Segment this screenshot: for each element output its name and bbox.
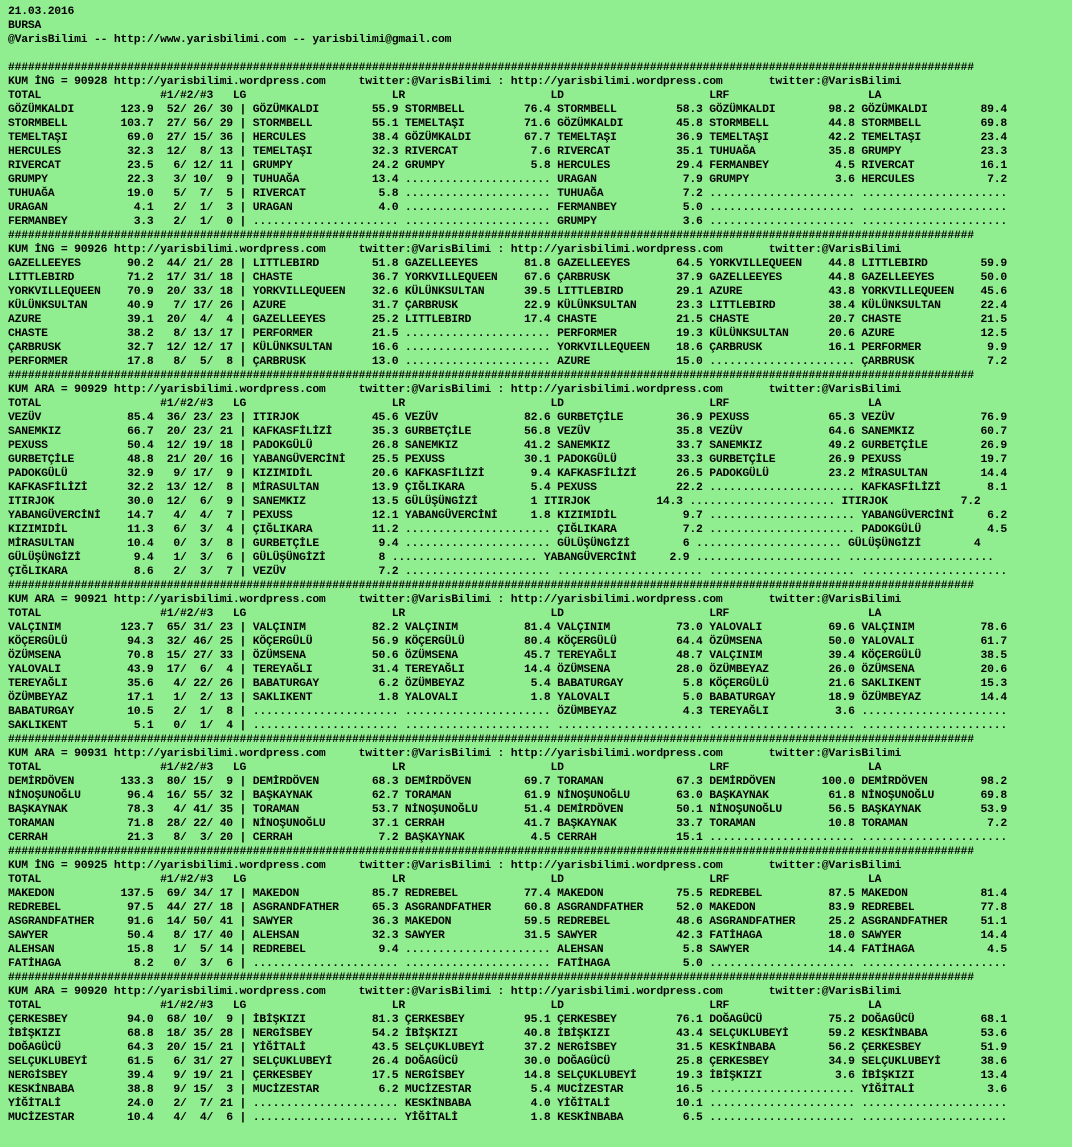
table-row: KÖÇERGÜLÜ 94.3 32/ 46/ 25 | KÖÇERGÜLÜ 56.9 KÖÇERGÜLÜ 80.4 KÖÇERGÜLÜ 64.4 ÖZÜMSENA 50.0 YALOVALI 61.7: [8, 636, 1007, 648]
table-row: YORKVILLEQUEEN 70.9 20/ 33/ 18 | YORKVILLEQUEEN 32.6 KÜLÜNKSULTAN 39.5 LITTLEBIRD 29.1 AZURE 43.8 YORKVILLEQUEEN 45.6: [8, 286, 1007, 298]
table-row: SELÇUKLUBEYİ 61.5 6/ 31/ 27 | SELÇUKLUBEYİ 26.4 DOĞAGÜCÜ 30.0 DOĞAGÜCÜ 25.8 ÇERKESBEY 34.9 SELÇUKLUBEYİ 38.6: [8, 1056, 1007, 1068]
separator-line: ##################################################################################################################################################: [8, 846, 974, 858]
column-header: TOTAL #1/#2/#3 LG LR LD LRF LA: [8, 762, 882, 774]
table-row: TORAMAN 71.8 28/ 22/ 40 | NİNOŞUNOĞLU 37.1 CERRAH 41.7 BAŞKAYNAK 33.7 TORAMAN 10.8 TORAMAN 7.2: [8, 818, 1007, 830]
table-row: MUCİZESTAR 10.4 4/ 4/ 6 | ...................... YİĞİTALİ 1.8 KESKİNBABA 6.5 ...................... ......................: [8, 1112, 1007, 1124]
table-row: CHASTE 38.2 8/ 13/ 17 | PERFORMER 21.5 ...................... PERFORMER 19.3 KÜLÜNKSULTAN 20.6 AZURE 12.5: [8, 328, 1007, 340]
table-row: GÖZÜMKALDI 123.9 52/ 26/ 30 | GÖZÜMKALDI 55.9 STORMBELL 76.4 STORMBELL 58.3 GÖZÜMKALDI 98.2 GÖZÜMKALDI 89.4: [8, 104, 1007, 116]
race-header: KUM ARA = 90929 http://yarisbilimi.wordpress.com twitter:@VarisBilimi : http://yarisbilimi.wordpress.com twitter:@VarisBilimi: [8, 384, 902, 396]
table-row: NİNOŞUNOĞLU 96.4 16/ 55/ 32 | BAŞKAYNAK 62.7 TORAMAN 61.9 NİNOŞUNOĞLU 63.0 BAŞKAYNAK 61.8 NİNOŞUNOĞLU 69.8: [8, 790, 1007, 802]
table-row: ÇARBRUSK 32.7 12/ 12/ 17 | KÜLÜNKSULTAN 16.6 ...................... YORKVILLEQUEEN 18.6 ÇARBRUSK 16.1 PERFORMER 9.9: [8, 342, 1007, 354]
table-row: AZURE 39.1 20/ 4/ 4 | GAZELLEEYES 25.2 LITTLEBIRD 17.4 CHASTE 21.5 CHASTE 20.7 CHASTE 21.5: [8, 314, 1007, 326]
column-header: TOTAL #1/#2/#3 LG LR LD LRF LA: [8, 1000, 882, 1012]
table-row: YABANGÜVERCİNİ 14.7 4/ 4/ 7 | PEXUSS 12.1 YABANGÜVERCİNİ 1.8 KIZIMIDİL 9.7 ...................... YABANGÜVERCİNİ 6.2: [8, 510, 1007, 522]
column-header: TOTAL #1/#2/#3 LG LR LD LRF LA: [8, 608, 882, 620]
table-row: ÇERKESBEY 94.0 68/ 10/ 9 | İBİŞKIZI 81.3 ÇERKESBEY 95.1 ÇERKESBEY 76.1 DOĞAGÜCÜ 75.2 DOĞAGÜCÜ 68.1: [8, 1014, 1007, 1026]
table-row: KAFKASFİLİZİ 32.2 13/ 12/ 8 | MİRASULTAN 13.9 ÇIĞLIKARA 5.4 PEXUSS 22.2 ...................... KAFKASFİLİZİ 8.1: [8, 482, 1007, 494]
table-row: İBİŞKIZI 68.8 18/ 35/ 28 | NERGİSBEY 54.2 İBİŞKIZI 40.8 İBİŞKIZI 43.4 SELÇUKLUBEYİ 59.2 KESKİNBABA 53.6: [8, 1028, 1007, 1040]
table-row: SAKLIKENT 5.1 0/ 1/ 4 | ...................... ...................... ...................... ...................... ......................: [8, 720, 1007, 732]
table-row: GÜLÜŞÜNGİZİ 9.4 1/ 3/ 6 | GÜLÜŞÜNGİZİ 8 ...................... YABANGÜVERCİNİ 2.9 ...................... ......................: [8, 552, 994, 564]
table-row: ALEHSAN 15.8 1/ 5/ 14 | REDREBEL 9.4 ...................... ALEHSAN 5.8 SAWYER 14.4 FATİHAGA 4.5: [8, 944, 1007, 956]
column-header: TOTAL #1/#2/#3 LG LR LD LRF LA: [8, 398, 882, 410]
table-row: DEMİRDÖVEN 133.3 80/ 15/ 9 | DEMİRDÖVEN 68.3 DEMİRDÖVEN 69.7 TORAMAN 67.3 DEMİRDÖVEN 100.0 DEMİRDÖVEN 98.2: [8, 776, 1007, 788]
table-row: ÇIĞLIKARA 8.6 2/ 3/ 7 | VEZÜV 7.2 ...................... ...................... ...................... ......................: [8, 566, 1007, 578]
table-row: VALÇINIM 123.7 65/ 31/ 23 | VALÇINIM 82.2 VALÇINIM 81.4 VALÇINIM 73.0 YALOVALI 69.6 VALÇINIM 78.6: [8, 622, 1007, 634]
table-row: RIVERCAT 23.5 6/ 12/ 11 | GRUMPY 24.2 GRUMPY 5.8 HERCULES 29.4 FERMANBEY 4.5 RIVERCAT 16.1: [8, 160, 1007, 172]
separator-line: ##################################################################################################################################################: [8, 62, 974, 74]
table-row: URAGAN 4.1 2/ 1/ 3 | URAGAN 4.0 ...................... FERMANBEY 5.0 ...................... ......................: [8, 202, 1007, 214]
table-row: ASGRANDFATHER 91.6 14/ 50/ 41 | SAWYER 36.3 MAKEDON 59.5 REDREBEL 48.6 ASGRANDFATHER 25.2 ASGRANDFATHER 51.1: [8, 916, 1007, 928]
date-line: 21.03.2016: [8, 6, 75, 18]
race-header: KUM ARA = 90931 http://yarisbilimi.wordpress.com twitter:@VarisBilimi : http://yarisbilimi.wordpress.com twitter:@VarisBilimi: [8, 748, 902, 760]
table-row: HERCULES 32.3 12/ 8/ 13 | TEMELTAŞI 32.3 RIVERCAT 7.6 RIVERCAT 35.1 TUHUAĞA 35.8 GRUMPY 23.3: [8, 146, 1007, 158]
table-row: VEZÜV 85.4 36/ 23/ 23 | ITIRJOK 45.6 VEZÜV 82.6 GURBETÇİLE 36.9 PEXUSS 65.3 VEZÜV 76.9: [8, 412, 1007, 424]
table-row: ÖZÜMBEYAZ 17.1 1/ 2/ 13 | SAKLIKENT 1.8 YALOVALI 1.8 YALOVALI 5.0 BABATURGAY 18.9 ÖZÜMBEYAZ 14.4: [8, 692, 1007, 704]
table-row: PEXUSS 50.4 12/ 19/ 18 | PADOKGÜLÜ 26.8 SANEMKIZ 41.2 SANEMKIZ 33.7 SANEMKIZ 49.2 GURBETÇİLE 26.9: [8, 440, 1007, 452]
separator-line: ##################################################################################################################################################: [8, 230, 974, 242]
table-row: LITTLEBIRD 71.2 17/ 31/ 18 | CHASTE 36.7 YORKVILLEQUEEN 67.6 ÇARBRUSK 37.9 GAZELLEEYES 44.8 GAZELLEEYES 50.0: [8, 272, 1007, 284]
table-row: ÖZÜMSENA 70.8 15/ 27/ 33 | ÖZÜMSENA 50.6 ÖZÜMSENA 45.7 TEREYAĞLI 48.7 VALÇINIM 39.4 KÖÇERGÜLÜ 38.5: [8, 650, 1007, 662]
table-row: ITIRJOK 30.0 12/ 6/ 9 | SANEMKIZ 13.5 GÜLÜŞÜNGİZİ 1 ITIRJOK 14.3 ...................... ITIRJOK 7.2: [8, 496, 981, 508]
separator-line: ##################################################################################################################################################: [8, 972, 974, 984]
separator-line: ##################################################################################################################################################: [8, 580, 974, 592]
table-row: PADOKGÜLÜ 32.9 9/ 17/ 9 | KIZIMIDİL 20.6 KAFKASFİLİZİ 9.4 KAFKASFİLİZİ 26.5 PADOKGÜLÜ 23.2 MİRASULTAN 14.4: [8, 468, 1007, 480]
city-line: BURSA: [8, 20, 42, 32]
race-header: KUM İNG = 90928 http://yarisbilimi.wordpress.com twitter:@VarisBilimi : http://yarisbilimi.wordpress.com twitter:@VarisBilimi: [8, 76, 902, 88]
table-row: CERRAH 21.3 8/ 3/ 20 | CERRAH 7.2 BAŞKAYNAK 4.5 CERRAH 15.1 ...................... ......................: [8, 832, 1007, 844]
table-row: KÜLÜNKSULTAN 40.9 7/ 17/ 26 | AZURE 31.7 ÇARBRUSK 22.9 KÜLÜNKSULTAN 23.3 LITTLEBIRD 38.4 KÜLÜNKSULTAN 22.4: [8, 300, 1007, 312]
table-row: YİĞİTALİ 24.0 2/ 7/ 21 | ...................... KESKİNBABA 4.0 YİĞİTALİ 10.1 ...................... ......................: [8, 1098, 1007, 1110]
table-row: NERGİSBEY 39.4 9/ 19/ 21 | ÇERKESBEY 17.5 NERGİSBEY 14.8 SELÇUKLUBEYİ 19.3 İBİŞKIZI 3.6 İBİŞKIZI 13.4: [8, 1070, 1007, 1082]
table-row: SANEMKIZ 66.7 20/ 23/ 21 | KAFKASFİLİZİ 35.3 GURBETÇİLE 56.8 VEZÜV 35.8 VEZÜV 64.6 SANEMKIZ 60.7: [8, 426, 1007, 438]
table-row: BABATURGAY 10.5 2/ 1/ 8 | ...................... ...................... ÖZÜMBEYAZ 4.3 TEREYAĞLI 3.6 ......................: [8, 706, 1007, 718]
separator-line: ##################################################################################################################################################: [8, 734, 974, 746]
table-row: REDREBEL 97.5 44/ 27/ 18 | ASGRANDFATHER 65.3 ASGRANDFATHER 60.8 ASGRANDFATHER 52.0 MAKEDON 83.9 REDREBEL 77.8: [8, 902, 1007, 914]
table-row: FERMANBEY 3.3 2/ 1/ 0 | ...................... ...................... GRUMPY 3.6 ...................... ......................: [8, 216, 1007, 228]
race-header: KUM İNG = 90926 http://yarisbilimi.wordpress.com twitter:@VarisBilimi : http://yarisbilimi.wordpress.com twitter:@VarisBilimi: [8, 244, 902, 256]
race-header: KUM ARA = 90920 http://yarisbilimi.wordpress.com twitter:@VarisBilimi : http://yarisbilimi.wordpress.com twitter:@VarisBilimi: [8, 986, 902, 998]
table-row: BAŞKAYNAK 78.3 4/ 41/ 35 | TORAMAN 53.7 NİNOŞUNOĞLU 51.4 DEMİRDÖVEN 50.1 NİNOŞUNOĞLU 56.5 BAŞKAYNAK 53.9: [8, 804, 1007, 816]
race-header: KUM ARA = 90921 http://yarisbilimi.wordpress.com twitter:@VarisBilimi : http://yarisbilimi.wordpress.com twitter:@VarisBilimi: [8, 594, 902, 606]
table-row: PERFORMER 17.8 8/ 5/ 8 | ÇARBRUSK 13.0 ...................... AZURE 15.0 ...................... ÇARBRUSK 7.2: [8, 356, 1007, 368]
column-header: TOTAL #1/#2/#3 LG LR LD LRF LA: [8, 90, 882, 102]
column-header: TOTAL #1/#2/#3 LG LR LD LRF LA: [8, 874, 882, 886]
table-row: TEREYAĞLI 35.6 4/ 22/ 26 | BABATURGAY 6.2 ÖZÜMBEYAZ 5.4 BABATURGAY 5.8 KÖÇERGÜLÜ 21.6 SAKLIKENT 15.3: [8, 678, 1007, 690]
table-row: KIZIMIDİL 11.3 6/ 3/ 4 | ÇIĞLIKARA 11.2 ...................... ÇIĞLIKARA 7.2 ...................... PADOKGÜLÜ 4.5: [8, 524, 1007, 536]
blank-line: [8, 47, 1072, 61]
race-header: KUM İNG = 90925 http://yarisbilimi.wordpress.com twitter:@VarisBilimi : http://yarisbilimi.wordpress.com twitter:@VarisBilimi: [8, 860, 902, 872]
table-row: STORMBELL 103.7 27/ 56/ 29 | STORMBELL 55.1 TEMELTAŞI 71.6 GÖZÜMKALDI 45.8 STORMBELL 44.8 STORMBELL 69.8: [8, 118, 1007, 130]
table-row: GURBETÇİLE 48.8 21/ 20/ 16 | YABANGÜVERCİNİ 25.5 PEXUSS 30.1 PADOKGÜLÜ 33.3 GURBETÇİLE 26.9 PEXUSS 19.7: [8, 454, 1007, 466]
table-row: KESKİNBABA 38.8 9/ 15/ 3 | MUCİZESTAR 6.2 MUCİZESTAR 5.4 MUCİZESTAR 16.5 ...................... YİĞİTALİ 3.6: [8, 1084, 1007, 1096]
table-row: SAWYER 50.4 8/ 17/ 40 | ALEHSAN 32.3 SAWYER 31.5 SAWYER 42.3 FATİHAGA 18.0 SAWYER 14.4: [8, 930, 1007, 942]
contact-line: @VarisBilimi -- http://www.yarisbilimi.com -- yarisbilimi@gmail.com: [8, 34, 452, 46]
table-row: YALOVALI 43.9 17/ 6/ 4 | TEREYAĞLI 31.4 TEREYAĞLI 14.4 ÖZÜMSENA 28.0 ÖZÜMBEYAZ 26.0 ÖZÜMSENA 20.6: [8, 664, 1007, 676]
table-row: TUHUAĞA 19.0 5/ 7/ 5 | RIVERCAT 5.8 ...................... TUHUAĞA 7.2 ...................... ......................: [8, 188, 1007, 200]
table-row: FATİHAGA 8.2 0/ 3/ 6 | ...................... ...................... FATİHAGA 5.0 ...................... ......................: [8, 958, 1007, 970]
table-row: MAKEDON 137.5 69/ 34/ 17 | MAKEDON 85.7 REDREBEL 77.4 MAKEDON 75.5 REDREBEL 87.5 MAKEDON 81.4: [8, 888, 1007, 900]
table-row: MİRASULTAN 10.4 0/ 3/ 8 | GURBETÇİLE 9.4 ...................... GÜLÜŞÜNGİZİ 6 ...................... GÜLÜŞÜNGİZİ 4: [8, 538, 981, 550]
race-tables: [8, 47, 1072, 1125]
table-row: TEMELTAŞI 69.0 27/ 15/ 36 | HERCULES 38.4 GÖZÜMKALDI 67.7 TEMELTAŞI 36.9 TEMELTAŞI 42.2 TEMELTAŞI 23.4: [8, 132, 1007, 144]
separator-line: ##################################################################################################################################################: [8, 370, 974, 382]
table-row: GRUMPY 22.3 3/ 10/ 9 | TUHUAĞA 13.4 ...................... URAGAN 7.9 GRUMPY 3.6 HERCULES 7.2: [8, 174, 1007, 186]
table-row: GAZELLEEYES 90.2 44/ 21/ 28 | LITTLEBIRD 51.8 GAZELLEEYES 81.8 GAZELLEEYES 64.5 YORKVILLEQUEEN 44.8 LITTLEBIRD 59.9: [8, 258, 1007, 270]
table-row: DOĞAGÜCÜ 64.3 20/ 15/ 21 | YİĞİTALİ 43.5 SELÇUKLUBEYİ 37.2 NERGİSBEY 31.5 KESKİNBABA 56.2 ÇERKESBEY 51.9: [8, 1042, 1007, 1054]
